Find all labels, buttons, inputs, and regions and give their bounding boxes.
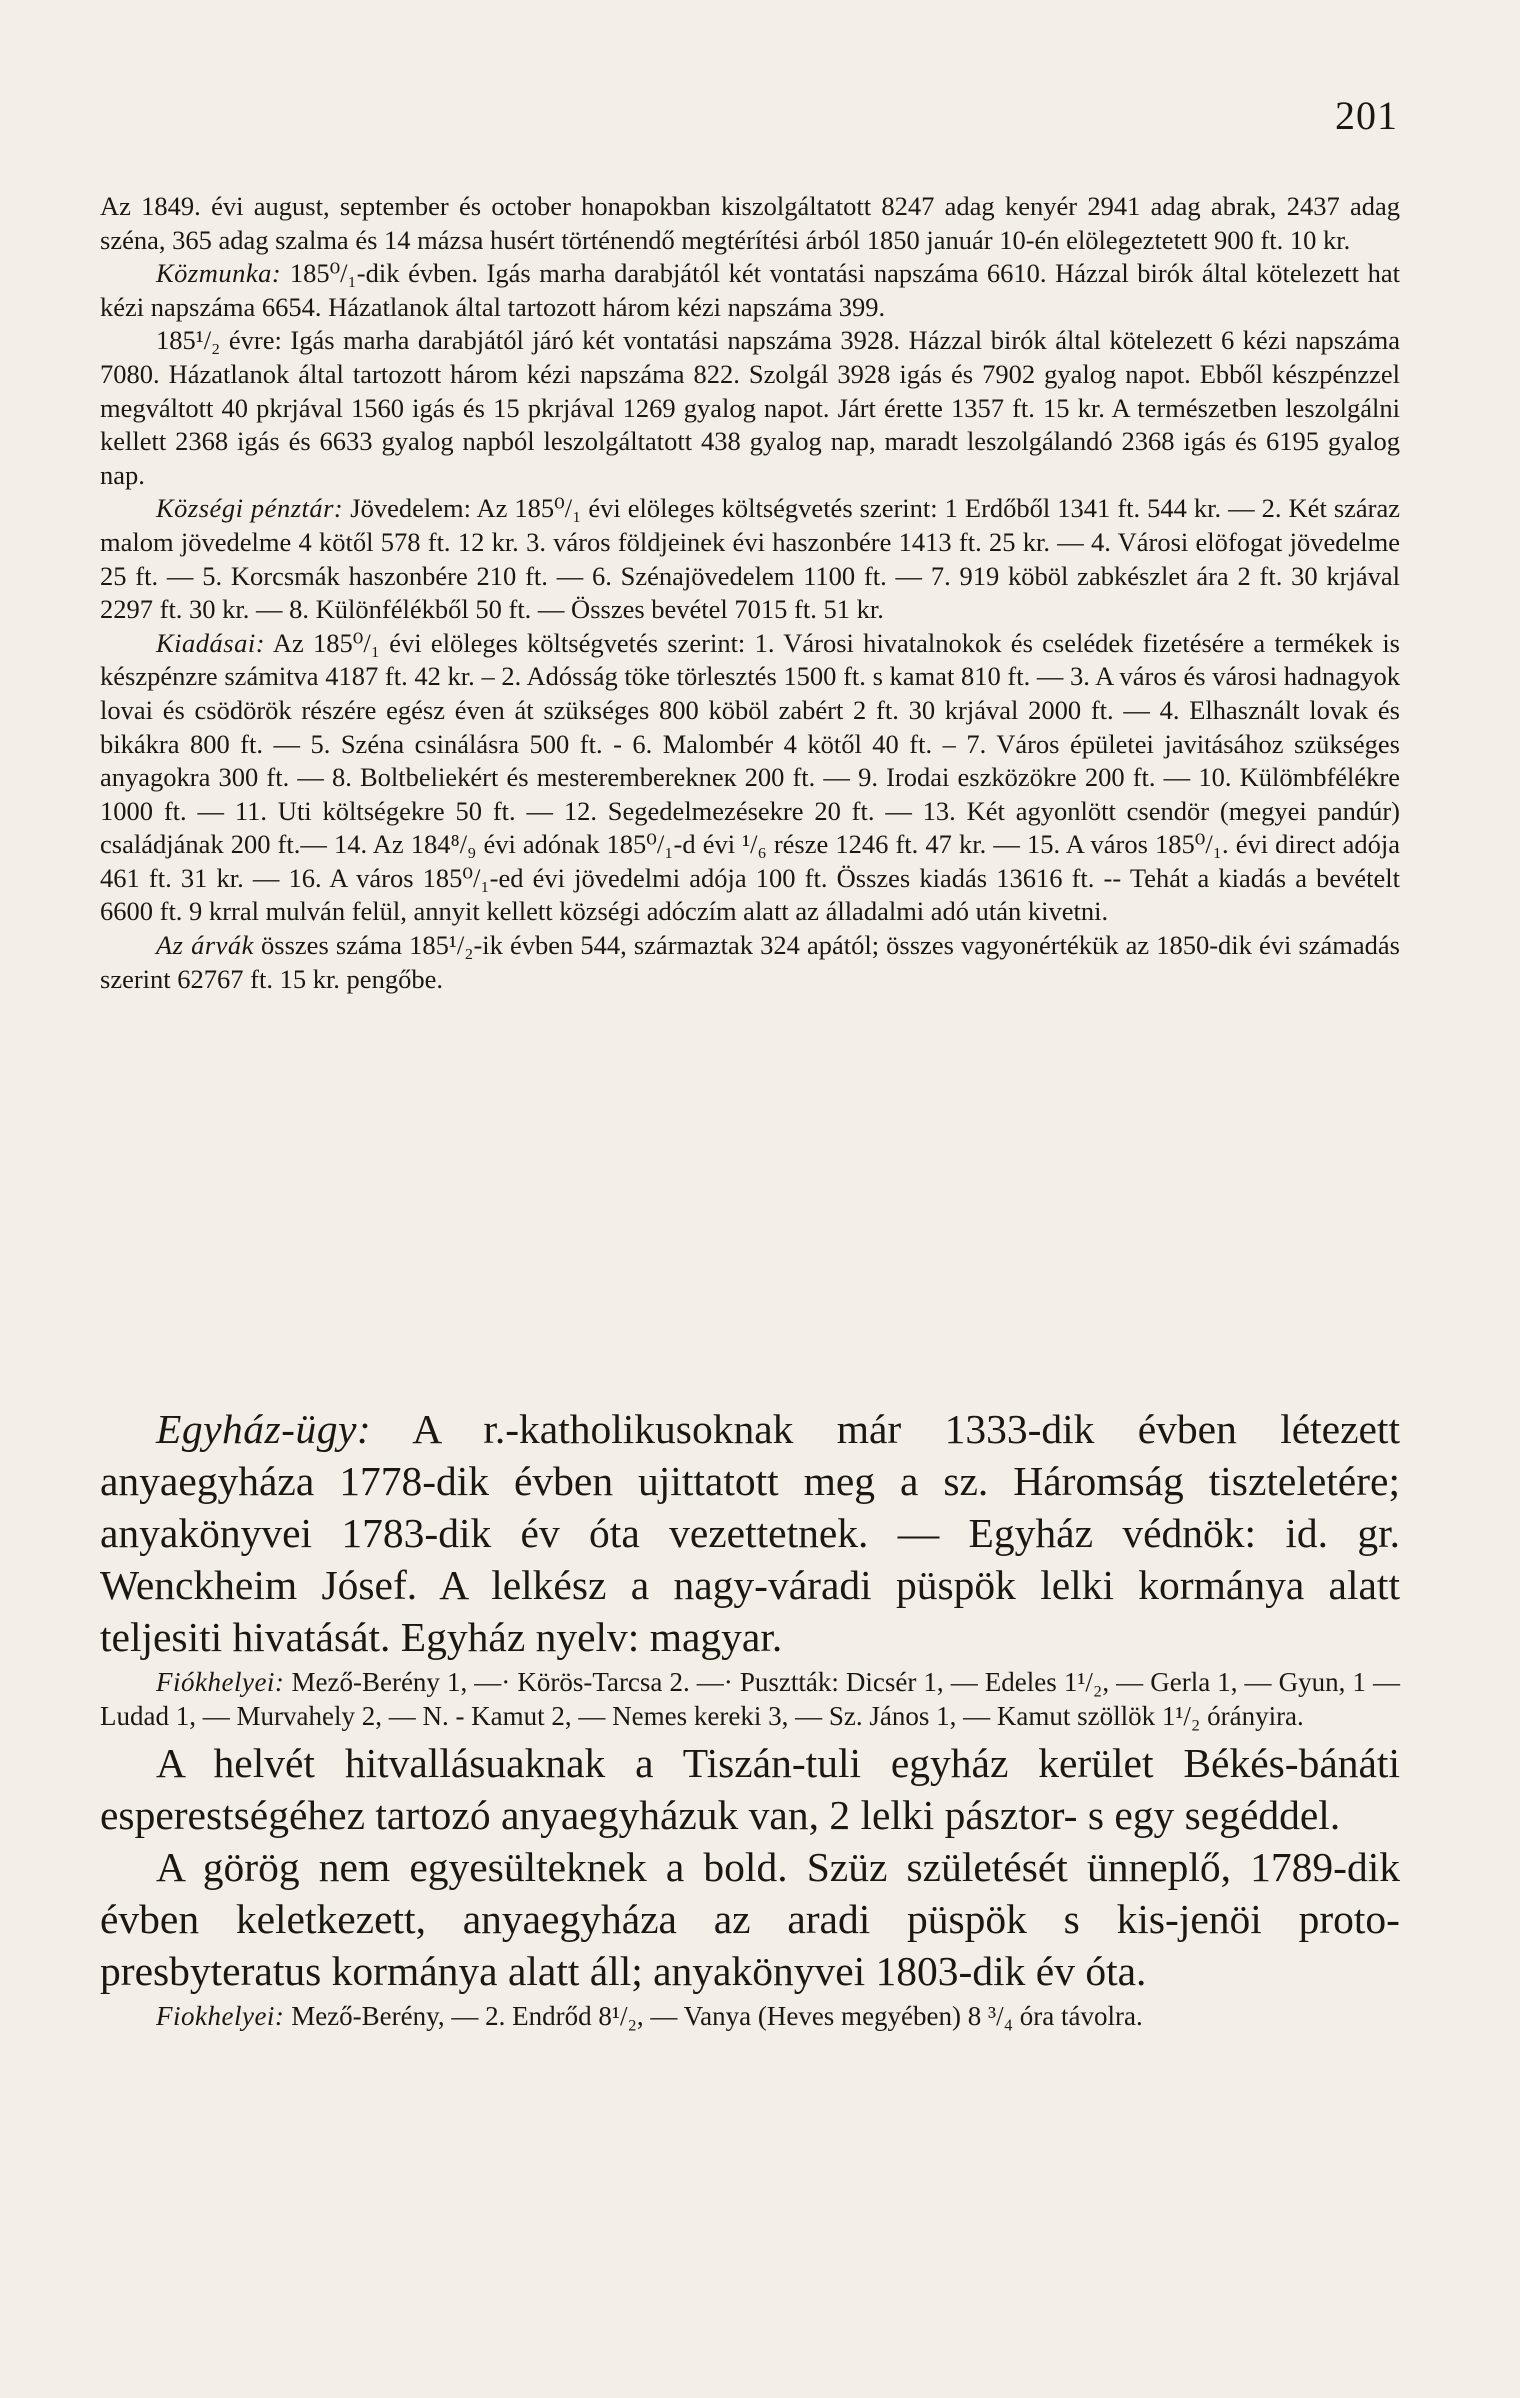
paragraph-provisions (100, 190, 1400, 257)
church-paragraph (100, 1403, 1400, 1663)
paragraph-expenses (100, 627, 1400, 929)
paragraph-text: összes száma 185¹/₂-ik évben 544, származtak 324 apától; összes vagyonértékük az 1850-dik évi számadás szerint 62767 ft. 15 kr. pengőbe. (100, 930, 1400, 994)
paragraph-text: 185¹/₂ évre: Igás marha darabjától járó két vontatási napszáma 3928. Házzal birók által kötelezett 6 kézi napszáma 7080. Házatlanok által tartozott három kézi napszáma 822. Szolgál 3928 igás és 7902 gyalog napot. Ebből készpénzzel megváltott 40 pkrjával 1560 igás és 15 pkrjával 1269 gyalog napot. Járt érette 1357 ft. 15 kr. A természetben leszolgálni kellett 2368 igás és 6633 gyalog napból leszolgáltatott 438 gyalog nap, maradt leszolgálandó 2368 igás és 6195 gyalog nap. (100, 325, 1400, 490)
paragraph-lead: Fiókhelyei: (156, 1667, 285, 1697)
paragraph-lead: Községi pénztár: (156, 493, 344, 524)
paragraph-text: Mező-Berény 1, —· Körös-Tarcsa 2. —· Pusztták: Dicsér 1, — Edeles 1¹/₂, — Gerla 1, — Gyun, 1 — Ludad 1, — Murvahely 2, — N. - Kamut 2, — Nemes kereki 3, — Sz. János 1, — Kamut szöllök 1¹/₂ órányira. (100, 1667, 1400, 1731)
paragraph-text: Jövedelem: Az 185⁰/₁ évi elöleges költségvetés szerint: 1 Erdőből 1341 ft. 544 kr. — 2. Két száraz malom jövedelme 4 kötől 578 ft. 12 kr. 3. város földjeinek évi haszonbére 1413 ft. 25 kr. — 4. Városi elöfogat jövedelme 25 ft. — 5. Korcsmák haszonbére 210 ft. — 6. Szénajövedelem 1100 ft. — 7. 919 köböl zabkészlet ára 2 ft. 30 krjával 2297 ft. 30 kr. — 8. Különfélékből 50 ft. — Összes bevétel 7015 ft. 51 kr. (100, 493, 1401, 625)
paragraph-text: Az 185⁰/₁ évi elöleges költségvetés szerint: 1. Városi hivatalnokok és cselédek fizetésére a termékek is készpénzre számitva 4187 ft. 42 kr. – 2. Adósság töke törlesztés 1500 ft. s kamat 810 ft. — 3. A város és városi hadnagyok lovai és csödörök részére egész éven át szükséges 800 köböl zabért 2 ft. 30 krjával 2000 ft. — 4. Elhasznált lovak és bikákra 800 ft. — 5. Széna csinálásra 500 ft. - 6. Malombér 4 kötől 40 ft. – 7. Város épületei javitásához szükséges anyagokra 300 ft. — 8. Boltbeliekért és mesteremberekneк 200 ft. — 9. Irodai eszközökre 200 ft. — 10. Külömbfélékre 1000 ft. — 11. Uti költségekre 50 ft. — 12. Segedelmezésekre 20 ft. — 13. Két agyonlött csendör (megyei pandúr) családjának 200 ft.— 14. Az 184⁸/₉ évi adónak 185⁰/₁-d évi ¹/₆ része 1246 ft. 47 kr. — 15. A város 185⁰/₁. évi direct adója 461 ft. 31 kr. — 16. A város 185⁰/₁-ed évi jövedelmi adója 100 ft. Összes kiadás 13616 ft. -- Tehát a kiadás a bevételt 6600 ft. 9 krral mulván felül, annyit kellett községi adóczím alatt az álladalmi adó után kivetni. (100, 627, 1400, 927)
paragraph-text: A helvét hitvallásuaknak a Tiszán-tuli egyház kerület Békés-bánáti esperestségéhez tartozó anyaegyházuk van, 2 lelki pásztor- s egy segéddel. (100, 1740, 1400, 1838)
paragraph-text: A görög nem egyesülteknek a bold. Szüz születését ünneplő, 1789-dik évben keletkezett, anyaegyháza az aradi püspök s kis-jenöi proto-presbyteratus kormánya alatt áll; anyakönyvei 1803-dik év óta. (100, 1844, 1400, 1994)
branch-paragraph-catholic (100, 1665, 1400, 1733)
greek-paragraph (100, 1841, 1400, 1997)
paragraph-treasury (100, 492, 1400, 626)
paragraph-lead: Közmunka: (156, 258, 282, 289)
church-section (100, 1403, 1400, 2037)
paragraph-text: 185⁰/₁-dik évben. Igás marha darabjától két vontatási napszáma 6610. Házzal birók által kötelezett hat kézi napszáma 6654. Házatlanok által tartozott három kézi napszáma 399. (100, 258, 1400, 322)
page-number: 201 (1335, 93, 1398, 138)
paragraph-lead: Az árvák (156, 930, 254, 961)
paragraph-lead: Egyház-ügy: (156, 1406, 372, 1452)
paragraph-lead: Kiadásai: (156, 627, 266, 658)
paragraph-text: Az 1849. évi august, september és october honapokban kiszolgáltatott 8247 adag kenyér 2941 adag abrak, 2437 adag széna, 365 adag szalma és 14 mázsa husért történendő megtérítési árból 1850 január 10-én elölegeztetett 900 ft. 10 kr. (100, 191, 1400, 255)
branch-paragraph-greek (100, 1999, 1400, 2033)
paragraph-text: Mező-Berény, — 2. Endrőd 8¹/₂, — Vanya (Heves megyében) 8 ³/₄ óra távolra. (291, 2001, 1143, 2031)
paragraph-public-work (100, 257, 1400, 324)
reformed-paragraph (100, 1737, 1400, 1841)
paragraph-text: A r.-katholikusoknak már 1333-dik évben létezett anyaegyháza 1778-dik évben ujittatott meg a sz. Háromság tiszteletére; anyakönyvei 1783-dik év óta vezettetnek. — Egyház védnök: id. gr. Wenckheim Jósef. A lelkész a nagy-váradi püspök lelki kormánya alatt teljesiti hivatását. Egyház nyelv: magyar. (100, 1406, 1400, 1660)
paragraph-work-year (100, 324, 1400, 492)
paragraph-orphans (100, 929, 1400, 996)
statistics-section (100, 190, 1400, 996)
paragraph-lead: Fiokhelyei: (156, 2001, 285, 2031)
